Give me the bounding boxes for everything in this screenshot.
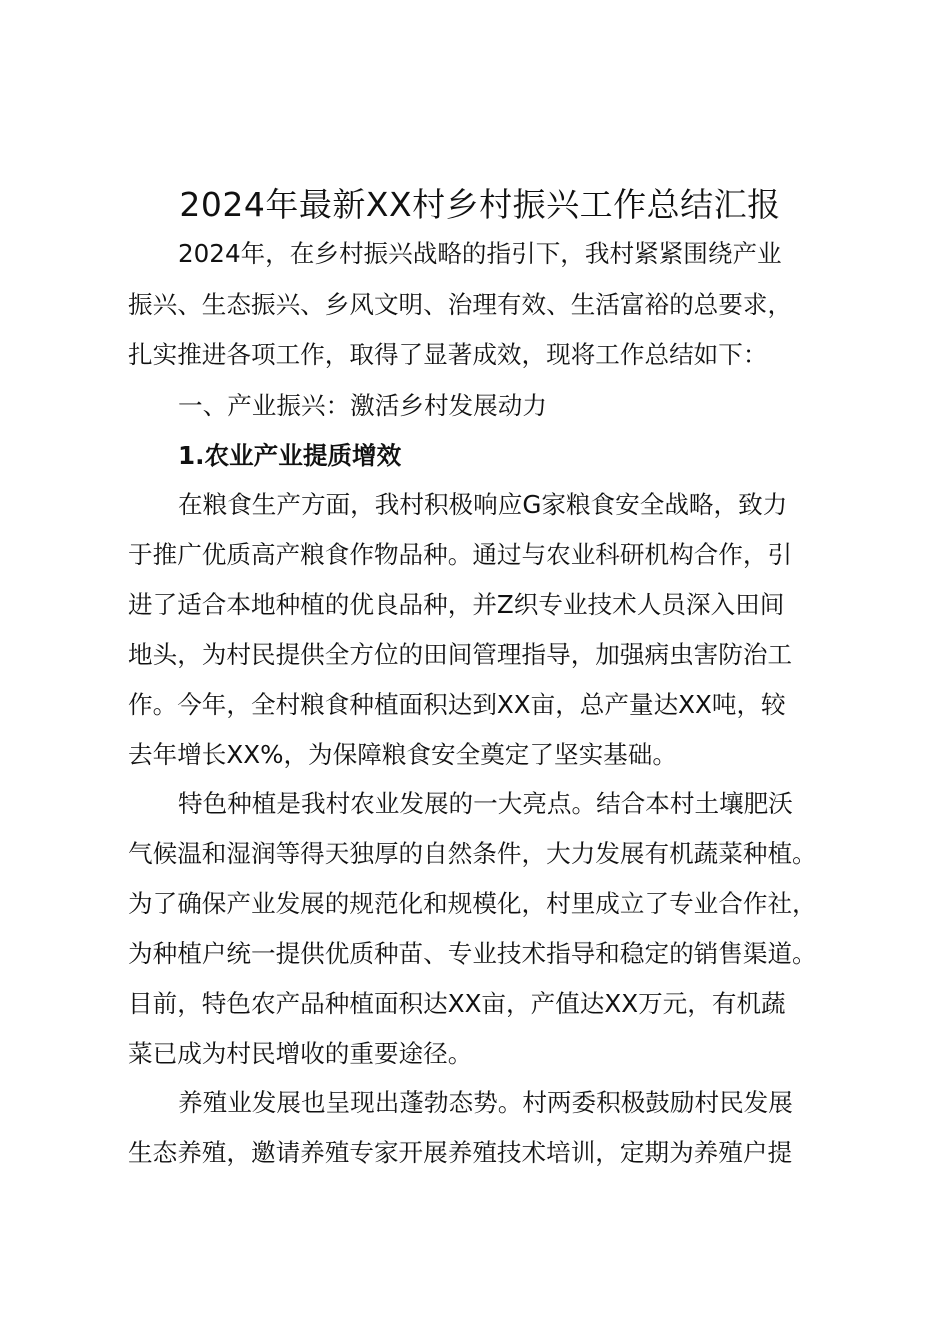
section-heading: 一、产业振兴：激活乡村发展动力: [178, 391, 547, 420]
subsection-heading: 1.农业产业提质增效: [178, 441, 402, 470]
document-title: 2024年最新XX村乡村振兴工作总结汇报: [179, 185, 781, 224]
paragraph-1-line-4: 地头，为村民提供全方位的田间管理指导，加强病虫害防治工: [128, 640, 793, 669]
paragraph-3-line-1: 养殖业发展也呈现出蓬勃态势。村两委积极鼓励村民发展: [178, 1088, 793, 1117]
intro-line-2: 振兴、生态振兴、乡风文明、治理有效、生活富裕的总要求，: [128, 290, 793, 319]
paragraph-2-line-3: 为了确保产业发展的规范化和规模化，村里成立了专业合作社，: [128, 889, 817, 918]
paragraph-2-line-4: 为种植户统一提供优质种苗、专业技术指导和稳定的销售渠道。: [128, 939, 817, 968]
paragraph-1-line-5: 作。今年，全村粮食种植面积达到XX亩，总产量达XX吨，较: [128, 690, 786, 719]
paragraph-2-line-1: 特色种植是我村农业发展的一大亮点。结合本村土壤肥沃: [178, 789, 793, 818]
paragraph-1-line-6: 去年增长XX%，为保障粮食安全奠定了坚实基础。: [128, 740, 677, 769]
paragraph-2-line-2: 气候温和湿润等得天独厚的自然条件，大力发展有机蔬菜种植。: [128, 839, 817, 868]
paragraph-1-line-2: 于推广优质高产粮食作物品种。通过与农业科研机构合作，引: [128, 540, 793, 569]
paragraph-2-line-6: 菜已成为村民增收的重要途径。: [128, 1039, 473, 1068]
paragraph-1-line-1: 在粮食生产方面，我村积极响应G家粮食安全战略，致力: [178, 490, 788, 519]
intro-line-1: 2024年，在乡村振兴战略的指引下，我村紧紧围绕产业: [178, 239, 782, 268]
paragraph-3-line-2: 生态养殖，邀请养殖专家开展养殖技术培训，定期为养殖户提: [128, 1138, 793, 1167]
paragraph-2-line-5: 目前，特色农产品种植面积达XX亩，产值达XX万元，有机蔬: [128, 989, 786, 1018]
intro-line-3: 扎实推进各项工作，取得了显著成效，现将工作总结如下：: [128, 340, 768, 369]
paragraph-1-line-3: 进了适合本地种植的优良品种，并Z织专业技术人员深入田间: [128, 590, 785, 619]
